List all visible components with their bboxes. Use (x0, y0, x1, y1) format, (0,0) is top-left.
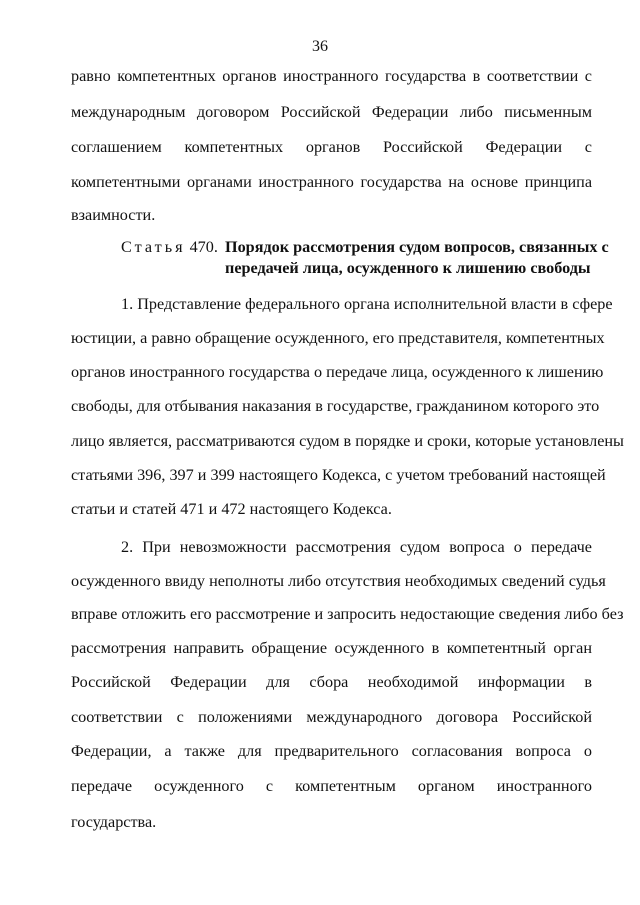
text-line: 2. При невозможности рассмотрения судом вопроса о передаче (121, 538, 592, 556)
text-line: равно компетентных органов иностранного государства в соответствии с (71, 67, 592, 85)
article-title-line-2: передачей лица, осужденного к лишению свободы (225, 259, 591, 277)
article-label-number: 470. (189, 238, 218, 256)
article-label-word: Статья (121, 238, 186, 256)
text-line: свободы, для отбывания наказания в государстве, гражданином которого это (71, 397, 600, 415)
text-line: 1. Представление федерального органа исполнительной власти в сфере (121, 295, 613, 313)
text-line: рассмотрения направить обращение осужденного в компетентный орган (71, 639, 592, 657)
text-line: международным договором Российской Федерации либо письменным (71, 103, 592, 121)
page-number: 36 (312, 38, 328, 55)
text-line: вправе отложить его рассмотрение и запросить недостающие сведения либо без (71, 605, 624, 623)
article-title-line-1: Порядок рассмотрения судом вопросов, связанных с (225, 238, 609, 256)
text-line: соответствии с положениями международного договора Российской (71, 708, 592, 726)
text-line: компетентными органами иностранного государства на основе принципа (71, 173, 592, 191)
text-line: соглашением компетентных органов Российской Федерации с (71, 138, 592, 156)
text-line: статьями 396, 397 и 399 настоящего Кодекса, с учетом требований настоящей (71, 466, 606, 484)
article-label (121, 237, 218, 257)
text-line: органов иностранного государства о передаче лица, осужденного к лишению (71, 363, 604, 381)
text-line: Российской Федерации для сбора необходимой информации в (71, 673, 592, 691)
text-line: Федерации, а также для предварительного согласования вопроса о (71, 742, 592, 760)
text-line: статьи и статей 471 и 472 настоящего Кодекса. (71, 500, 392, 518)
text-line: лицо является, рассматриваются судом в порядке и сроки, которые установлены (71, 432, 624, 450)
text-line: передаче осужденного с компетентным органом иностранного (71, 777, 592, 795)
text-line: взаимности. (71, 206, 156, 224)
text-line: государства. (71, 813, 157, 831)
text-line: юстиции, а равно обращение осужденного, его представителя, компетентных (71, 329, 605, 347)
text-line: осужденного ввиду неполноты либо отсутствия необходимых сведений судья (71, 572, 606, 590)
